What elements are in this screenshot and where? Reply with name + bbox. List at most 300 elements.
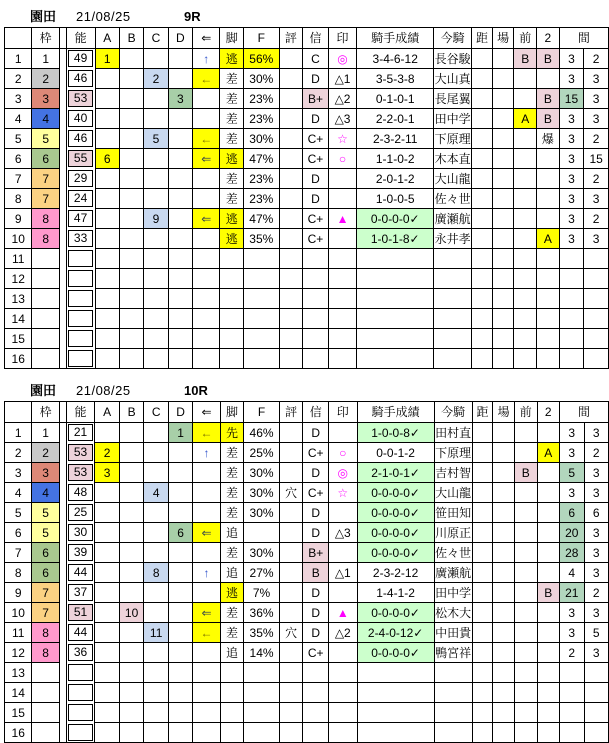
- cell-waku[interactable]: [32, 249, 59, 269]
- cell-d[interactable]: [168, 543, 192, 563]
- cell-arrow[interactable]: ↑: [193, 563, 220, 583]
- cell-d[interactable]: [168, 109, 192, 129]
- cell-shin[interactable]: D: [303, 583, 329, 603]
- cell-hyo[interactable]: [279, 563, 303, 583]
- cell-c[interactable]: [144, 49, 168, 69]
- col-header-前[interactable]: 前: [514, 402, 537, 423]
- cell-kyo[interactable]: [472, 129, 493, 149]
- cell-b[interactable]: [119, 583, 144, 603]
- cell-mae[interactable]: [514, 663, 537, 683]
- cell-arrow[interactable]: [193, 189, 220, 209]
- cell-b[interactable]: [119, 563, 144, 583]
- cell-arrow[interactable]: [193, 663, 220, 683]
- cell-num[interactable]: 3: [5, 89, 32, 109]
- cell-mae[interactable]: A: [514, 109, 537, 129]
- cell-nou[interactable]: [66, 503, 95, 523]
- cell-c[interactable]: [144, 329, 168, 349]
- cell-a[interactable]: [95, 89, 119, 109]
- cell-ba[interactable]: [493, 563, 515, 583]
- cell-c[interactable]: [144, 523, 169, 543]
- cell-ni[interactable]: B: [537, 89, 560, 109]
- cell-leg[interactable]: 差: [220, 503, 244, 523]
- cell-ma2[interactable]: [584, 289, 609, 309]
- cell-kishu[interactable]: 0-0-0-0✓: [357, 643, 434, 663]
- cell-kyo[interactable]: [472, 603, 493, 623]
- cell-kishu[interactable]: 2-0-1-2: [357, 169, 434, 189]
- cell-ba[interactable]: [492, 249, 514, 269]
- cell-b[interactable]: [119, 463, 144, 483]
- cell-ima[interactable]: [434, 723, 472, 743]
- cell-kishu[interactable]: [357, 329, 434, 349]
- cell-num[interactable]: 10: [5, 603, 32, 623]
- cell-mark[interactable]: [328, 349, 357, 369]
- cell-ni[interactable]: [537, 169, 560, 189]
- cell-gap[interactable]: [59, 289, 66, 309]
- cell-c[interactable]: [144, 463, 169, 483]
- cell-kishu[interactable]: 1-0-0-5: [357, 189, 434, 209]
- cell-kyo[interactable]: [472, 663, 493, 683]
- cell-arrow[interactable]: [193, 169, 220, 189]
- cell-arrow[interactable]: [193, 329, 220, 349]
- cell-d[interactable]: [168, 583, 192, 603]
- cell-hyo[interactable]: [279, 603, 303, 623]
- cell-arrow[interactable]: [193, 643, 220, 663]
- cell-waku[interactable]: [32, 309, 59, 329]
- cell-waku[interactable]: 5: [32, 129, 59, 149]
- cell-arrow[interactable]: ⇐: [193, 149, 220, 169]
- cell-ma2[interactable]: 5: [584, 623, 608, 643]
- cell-shin[interactable]: [303, 249, 329, 269]
- cell-ma2[interactable]: 3: [584, 563, 608, 583]
- cell-shin[interactable]: C+: [303, 643, 329, 663]
- cell-b[interactable]: [119, 169, 143, 189]
- cell-b[interactable]: [119, 503, 144, 523]
- cell-ba[interactable]: [493, 543, 515, 563]
- cell-f[interactable]: 36%: [244, 603, 280, 623]
- cell-mae[interactable]: [514, 723, 537, 743]
- cell-ima[interactable]: 長尾翼: [434, 89, 472, 109]
- cell-d[interactable]: [168, 683, 192, 703]
- cell-hyo[interactable]: [279, 683, 303, 703]
- cell-a[interactable]: 2: [95, 443, 119, 463]
- cell-shin[interactable]: [303, 723, 329, 743]
- cell-c[interactable]: [144, 269, 168, 289]
- col-header-F[interactable]: F: [244, 28, 280, 49]
- cell-f[interactable]: 35%: [244, 623, 280, 643]
- cell-mae[interactable]: [514, 583, 537, 603]
- cell-hyo[interactable]: [279, 109, 303, 129]
- cell-a[interactable]: [95, 503, 119, 523]
- cell-ma2[interactable]: [584, 663, 608, 683]
- cell-arrow[interactable]: [193, 463, 220, 483]
- cell-kishu[interactable]: 3-4-6-12: [357, 49, 434, 69]
- cell-ima[interactable]: 田中学: [434, 109, 472, 129]
- cell-mae[interactable]: [514, 169, 537, 189]
- cell-ma1[interactable]: [559, 269, 584, 289]
- cell-waku[interactable]: 3: [32, 463, 59, 483]
- cell-waku[interactable]: 8: [32, 623, 59, 643]
- cell-hyo[interactable]: [279, 329, 303, 349]
- cell-ma1[interactable]: 3: [559, 209, 584, 229]
- cell-num[interactable]: 10: [5, 229, 32, 249]
- col-header-信[interactable]: 信: [303, 402, 329, 423]
- cell-a[interactable]: [95, 309, 119, 329]
- cell-arrow[interactable]: [193, 349, 220, 369]
- cell-leg[interactable]: 逃: [220, 149, 244, 169]
- cell-leg[interactable]: 差: [220, 189, 244, 209]
- cell-b[interactable]: [119, 329, 143, 349]
- cell-kyo[interactable]: [472, 309, 493, 329]
- cell-ima[interactable]: [434, 309, 472, 329]
- cell-a[interactable]: 1: [95, 49, 119, 69]
- cell-ni[interactable]: B: [537, 583, 559, 603]
- cell-arrow[interactable]: [193, 269, 220, 289]
- cell-mark[interactable]: [329, 503, 358, 523]
- cell-ma1[interactable]: [559, 703, 584, 723]
- col-header-D[interactable]: D: [168, 402, 192, 423]
- cell-ima[interactable]: 長谷駿: [434, 49, 472, 69]
- cell-c[interactable]: [144, 423, 169, 443]
- cell-f[interactable]: [244, 329, 280, 349]
- cell-kishu[interactable]: 2-3-2-12: [357, 563, 434, 583]
- cell-f[interactable]: 30%: [244, 503, 280, 523]
- cell-gap[interactable]: [59, 189, 66, 209]
- cell-num[interactable]: 16: [5, 349, 32, 369]
- cell-kishu[interactable]: 0-0-0-0✓: [357, 523, 434, 543]
- cell-d[interactable]: [168, 443, 192, 463]
- cell-waku[interactable]: 7: [32, 583, 59, 603]
- cell-nou[interactable]: [66, 443, 95, 463]
- cell-ba[interactable]: [492, 269, 514, 289]
- cell-ma1[interactable]: 3: [559, 423, 584, 443]
- cell-b[interactable]: [119, 109, 143, 129]
- col-header-⇐[interactable]: ⇐: [193, 28, 220, 49]
- cell-a[interactable]: [95, 209, 119, 229]
- col-header-信[interactable]: 信: [303, 28, 329, 49]
- cell-a[interactable]: 6: [95, 149, 119, 169]
- cell-b[interactable]: [119, 723, 144, 743]
- cell-kishu[interactable]: 2-1-0-1✓: [357, 463, 434, 483]
- col-header-num[interactable]: [5, 28, 32, 49]
- cell-a[interactable]: [95, 269, 119, 289]
- cell-ni[interactable]: [537, 683, 559, 703]
- cell-ima[interactable]: 下原理: [434, 443, 472, 463]
- cell-c[interactable]: [144, 169, 168, 189]
- cell-b[interactable]: [119, 209, 143, 229]
- cell-waku[interactable]: [32, 269, 59, 289]
- cell-nou[interactable]: [66, 129, 95, 149]
- cell-a[interactable]: [95, 603, 119, 623]
- cell-b[interactable]: [119, 483, 144, 503]
- cell-ima[interactable]: 吉村智: [434, 463, 472, 483]
- col-header-評[interactable]: 評: [279, 28, 303, 49]
- cell-mark[interactable]: [328, 309, 357, 329]
- cell-leg[interactable]: [220, 329, 244, 349]
- cell-c[interactable]: [144, 309, 168, 329]
- cell-hyo[interactable]: [279, 663, 303, 683]
- cell-mae[interactable]: [514, 603, 537, 623]
- cell-leg[interactable]: 追: [220, 523, 244, 543]
- cell-ima[interactable]: 中田貴: [434, 623, 472, 643]
- cell-gap[interactable]: [59, 723, 66, 743]
- cell-nou[interactable]: [66, 603, 95, 623]
- cell-hyo[interactable]: [279, 503, 303, 523]
- cell-c[interactable]: 8: [144, 563, 169, 583]
- cell-ni[interactable]: [537, 643, 559, 663]
- cell-ma2[interactable]: [584, 703, 608, 723]
- cell-ma1[interactable]: 3: [559, 169, 584, 189]
- cell-hyo[interactable]: [279, 69, 303, 89]
- cell-leg[interactable]: 差: [220, 623, 244, 643]
- cell-waku[interactable]: [32, 289, 59, 309]
- cell-num[interactable]: 8: [5, 563, 32, 583]
- cell-ima[interactable]: [434, 269, 472, 289]
- cell-ma2[interactable]: 3: [584, 543, 608, 563]
- cell-waku[interactable]: [32, 663, 59, 683]
- cell-kishu[interactable]: 0-0-0-0✓: [357, 483, 434, 503]
- cell-f[interactable]: 23%: [244, 109, 280, 129]
- cell-kishu[interactable]: 0-0-0-0✓: [357, 543, 434, 563]
- cell-kyo[interactable]: [472, 563, 493, 583]
- cell-b[interactable]: [119, 349, 143, 369]
- cell-a[interactable]: 3: [95, 463, 119, 483]
- cell-mark[interactable]: △1: [329, 563, 358, 583]
- cell-c[interactable]: [144, 109, 168, 129]
- cell-d[interactable]: [168, 289, 192, 309]
- cell-waku[interactable]: 3: [32, 89, 59, 109]
- cell-ma2[interactable]: 2: [584, 209, 609, 229]
- cell-ba[interactable]: [493, 603, 515, 623]
- cell-ma2[interactable]: 2: [584, 129, 609, 149]
- cell-b[interactable]: [119, 309, 143, 329]
- cell-waku[interactable]: 6: [32, 149, 59, 169]
- cell-num[interactable]: 2: [5, 69, 32, 89]
- cell-b[interactable]: [119, 703, 144, 723]
- cell-shin[interactable]: C+: [303, 129, 329, 149]
- cell-leg[interactable]: [220, 663, 244, 683]
- cell-nou[interactable]: [66, 723, 95, 743]
- cell-f[interactable]: 25%: [244, 443, 280, 463]
- cell-gap[interactable]: [59, 523, 66, 543]
- cell-d[interactable]: [168, 563, 192, 583]
- cell-ni[interactable]: [537, 663, 559, 683]
- cell-waku[interactable]: [32, 683, 59, 703]
- cell-d[interactable]: [168, 503, 192, 523]
- cell-hyo[interactable]: [279, 423, 303, 443]
- cell-f[interactable]: [244, 663, 280, 683]
- cell-ma2[interactable]: 3: [584, 523, 608, 543]
- cell-mark[interactable]: [329, 583, 358, 603]
- col-header-A[interactable]: A: [95, 28, 119, 49]
- cell-ba[interactable]: [493, 503, 515, 523]
- cell-ma1[interactable]: 3: [559, 129, 584, 149]
- cell-ni[interactable]: [537, 269, 560, 289]
- cell-b[interactable]: 10: [119, 603, 144, 623]
- cell-ma2[interactable]: 2: [584, 443, 608, 463]
- cell-a[interactable]: [95, 169, 119, 189]
- col-header-num[interactable]: [5, 402, 32, 423]
- cell-ma2[interactable]: 2: [584, 49, 609, 69]
- cell-nou[interactable]: [66, 583, 95, 603]
- cell-gap[interactable]: [59, 169, 66, 189]
- cell-waku[interactable]: [32, 723, 59, 743]
- cell-c[interactable]: [144, 443, 169, 463]
- cell-num[interactable]: 1: [5, 423, 32, 443]
- cell-gap[interactable]: [59, 483, 66, 503]
- cell-kishu[interactable]: 2-4-0-12✓: [357, 623, 434, 643]
- cell-leg[interactable]: 先: [220, 423, 244, 443]
- cell-num[interactable]: 9: [5, 583, 32, 603]
- cell-a[interactable]: [95, 663, 119, 683]
- cell-mae[interactable]: [514, 643, 537, 663]
- cell-ba[interactable]: [493, 443, 515, 463]
- cell-ima[interactable]: 廣瀬航: [434, 209, 472, 229]
- cell-leg[interactable]: [220, 349, 244, 369]
- cell-leg[interactable]: 逃: [220, 209, 244, 229]
- cell-kyo[interactable]: [472, 503, 493, 523]
- cell-b[interactable]: [119, 623, 144, 643]
- cell-ma2[interactable]: 3: [584, 483, 608, 503]
- cell-waku[interactable]: 1: [32, 49, 59, 69]
- cell-nou[interactable]: [66, 269, 95, 289]
- cell-mae[interactable]: [514, 483, 537, 503]
- cell-kishu[interactable]: 0-0-0-0✓: [357, 503, 434, 523]
- cell-c[interactable]: [144, 703, 169, 723]
- cell-mark[interactable]: △2: [329, 623, 358, 643]
- cell-hyo[interactable]: 穴: [279, 483, 303, 503]
- cell-ma2[interactable]: 3: [584, 69, 609, 89]
- cell-mark[interactable]: ◎: [328, 49, 357, 69]
- cell-arrow[interactable]: [193, 543, 220, 563]
- col-header-枠[interactable]: 枠: [32, 28, 59, 49]
- cell-hyo[interactable]: [279, 209, 303, 229]
- cell-a[interactable]: [95, 423, 119, 443]
- cell-shin[interactable]: D: [303, 463, 329, 483]
- cell-hyo[interactable]: [279, 249, 303, 269]
- cell-hyo[interactable]: [279, 443, 303, 463]
- cell-nou[interactable]: [66, 189, 95, 209]
- cell-leg[interactable]: 逃: [220, 229, 244, 249]
- cell-arrow[interactable]: ↑: [193, 49, 220, 69]
- cell-arrow[interactable]: [193, 109, 220, 129]
- cell-num[interactable]: 2: [5, 443, 32, 463]
- cell-ba[interactable]: [493, 463, 515, 483]
- cell-d[interactable]: [168, 723, 192, 743]
- cell-gap[interactable]: [59, 603, 66, 623]
- cell-ma1[interactable]: 28: [559, 543, 584, 563]
- cell-shin[interactable]: [303, 329, 329, 349]
- cell-ma1[interactable]: [559, 663, 584, 683]
- cell-num[interactable]: 6: [5, 149, 32, 169]
- cell-mark[interactable]: △1: [328, 69, 357, 89]
- cell-mae[interactable]: [514, 623, 537, 643]
- cell-kishu[interactable]: [357, 289, 434, 309]
- col-header-枠[interactable]: 枠: [32, 402, 59, 423]
- cell-ba[interactable]: [492, 349, 514, 369]
- cell-b[interactable]: [119, 289, 143, 309]
- cell-shin[interactable]: D: [303, 523, 329, 543]
- cell-c[interactable]: [144, 289, 168, 309]
- cell-f[interactable]: 30%: [244, 543, 280, 563]
- cell-ni[interactable]: 爆: [537, 129, 560, 149]
- cell-mark[interactable]: [328, 269, 357, 289]
- cell-waku[interactable]: 8: [32, 229, 59, 249]
- col-header-今騎[interactable]: 今騎: [434, 402, 472, 423]
- cell-kishu[interactable]: [357, 349, 434, 369]
- cell-b[interactable]: [119, 423, 144, 443]
- cell-kyo[interactable]: [472, 723, 493, 743]
- cell-waku[interactable]: [32, 349, 59, 369]
- cell-mae[interactable]: [514, 89, 537, 109]
- cell-ba[interactable]: [492, 189, 514, 209]
- col-header-場[interactable]: 場: [493, 402, 515, 423]
- cell-d[interactable]: [168, 309, 192, 329]
- cell-ba[interactable]: [492, 89, 514, 109]
- cell-hyo[interactable]: [279, 723, 303, 743]
- cell-shin[interactable]: D: [303, 603, 329, 623]
- cell-hyo[interactable]: [279, 89, 303, 109]
- cell-leg[interactable]: [220, 249, 244, 269]
- cell-c[interactable]: [144, 643, 169, 663]
- cell-mark[interactable]: ○: [329, 443, 358, 463]
- cell-waku[interactable]: 6: [32, 543, 59, 563]
- cell-a[interactable]: [95, 723, 119, 743]
- cell-mark[interactable]: [329, 663, 358, 683]
- cell-leg[interactable]: [220, 683, 244, 703]
- cell-leg[interactable]: [220, 269, 244, 289]
- cell-waku[interactable]: 4: [32, 483, 59, 503]
- cell-d[interactable]: [168, 269, 192, 289]
- col-header-⇐[interactable]: ⇐: [193, 402, 220, 423]
- cell-kishu[interactable]: 0-0-1-2: [357, 443, 434, 463]
- cell-d[interactable]: [168, 663, 192, 683]
- cell-leg[interactable]: 差: [220, 109, 244, 129]
- cell-shin[interactable]: D: [303, 109, 329, 129]
- cell-nou[interactable]: [66, 309, 95, 329]
- cell-waku[interactable]: 7: [32, 603, 59, 623]
- col-header-2[interactable]: 2: [537, 28, 560, 49]
- cell-f[interactable]: [244, 269, 280, 289]
- cell-shin[interactable]: C+: [303, 229, 329, 249]
- cell-mae[interactable]: [514, 289, 537, 309]
- cell-num[interactable]: 1: [5, 49, 32, 69]
- cell-ba[interactable]: [492, 109, 514, 129]
- cell-b[interactable]: [119, 643, 144, 663]
- cell-c[interactable]: [144, 249, 168, 269]
- cell-leg[interactable]: 追: [220, 563, 244, 583]
- cell-mark[interactable]: [328, 289, 357, 309]
- cell-nou[interactable]: [66, 683, 95, 703]
- cell-leg[interactable]: [220, 289, 244, 309]
- cell-arrow[interactable]: ⇐: [193, 603, 220, 623]
- cell-ba[interactable]: [492, 329, 514, 349]
- cell-f[interactable]: [244, 683, 280, 703]
- cell-kyo[interactable]: [472, 289, 493, 309]
- cell-mae[interactable]: [514, 563, 537, 583]
- cell-arrow[interactable]: [193, 289, 220, 309]
- cell-waku[interactable]: 8: [32, 643, 59, 663]
- cell-gap[interactable]: [59, 623, 66, 643]
- cell-ma1[interactable]: 5: [559, 463, 584, 483]
- cell-mae[interactable]: [514, 69, 537, 89]
- cell-nou[interactable]: [66, 169, 95, 189]
- cell-ni[interactable]: [537, 603, 559, 623]
- cell-ni[interactable]: [537, 249, 560, 269]
- cell-d[interactable]: [168, 703, 192, 723]
- cell-ni[interactable]: [537, 349, 560, 369]
- cell-c[interactable]: 5: [144, 129, 168, 149]
- cell-f[interactable]: 14%: [244, 643, 280, 663]
